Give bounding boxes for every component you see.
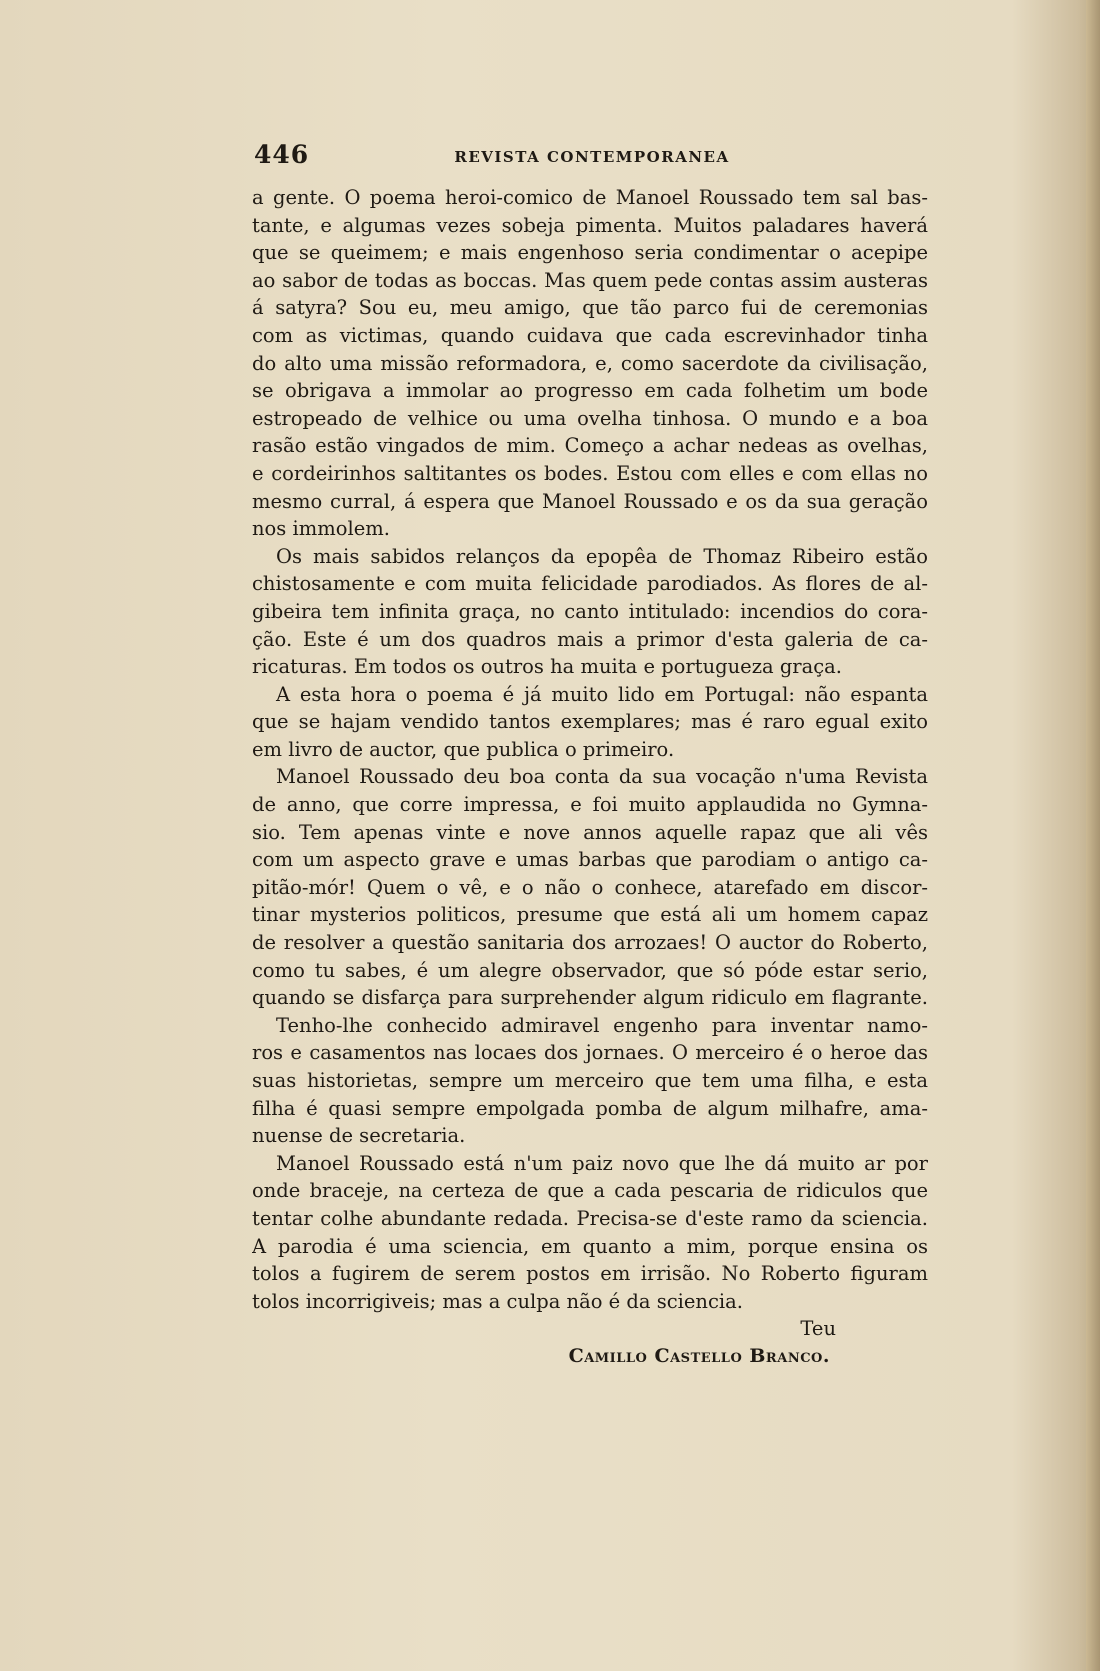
text-line: e cordeirinhos saltitantes os bodes. Estou com elles e com ellas no <box>252 461 928 485</box>
text-line: a gente. O poema heroi-comico de Manoel Roussado tem sal bas- <box>252 186 928 209</box>
text-line: ao sabor de todas as boccas. Mas quem pede contas assim austeras <box>252 268 928 292</box>
text-line: Tenho-lhe conhecido admiravel engenho para inventar namo- <box>276 1013 928 1037</box>
page-edge <box>1086 0 1100 1671</box>
text-line: que se queimem; e mais engenhoso seria condimentar o acepipe <box>252 241 928 265</box>
text-line: filha é quasi sempre empolgada pomba de algum milhafre, ama- <box>252 1096 928 1120</box>
page-number: 446 <box>254 140 310 169</box>
text-line: estropeado de velhice ou uma ovelha tinhosa. O mundo e a boa <box>252 406 928 430</box>
text-line: quando se disfarça para surprehender algum ridiculo em flagrante. <box>252 986 928 1010</box>
text-line: mesmo curral, á espera que Manoel Roussado e os da sua geração <box>252 489 928 513</box>
text-line: de resolver a questão sanitaria dos arrozaes! O auctor do Roberto, <box>252 931 928 955</box>
text-line: sio. Tem apenas vinte e nove annos aquelle rapaz que ali vês <box>252 820 928 844</box>
text-line: Manoel Roussado deu boa conta da sua vocação n'uma Revista <box>276 765 928 789</box>
text-line: com um aspecto grave e umas barbas que parodiam o antigo ca- <box>252 848 928 872</box>
text-line: rasão estão vingados de mim. Começo a achar nedeas as ovelhas, <box>252 434 928 458</box>
text-line: tolos incorrigiveis; mas a culpa não é da sciencia. <box>252 1289 743 1313</box>
journal-title: REVISTA CONTEMPORANEA <box>454 148 730 166</box>
text-line: Os mais sabidos relanços da epopêa de Thomaz Ribeiro estão <box>276 544 928 568</box>
text-line: tante, e algumas vezes sobeja pimenta. Muitos paladares haverá <box>252 213 928 237</box>
article-body <box>252 184 928 1371</box>
text-line: chistosamente e com muita felicidade parodiados. As flores de al- <box>252 572 928 596</box>
text-line: nuense de secretaria. <box>252 1124 466 1148</box>
text-line: nos immolem. <box>252 517 390 541</box>
text-line: como tu sabes, é um alegre observador, que só póde estar serio, <box>252 958 928 982</box>
text-line: ção. Este é um dos quadros mais a primor d'esta galeria de ca- <box>252 627 928 651</box>
text-line: gibeira tem infinita graça, no canto intitulado: incendios do cora- <box>252 599 928 623</box>
text-line: A parodia é uma sciencia, em quanto a mim, porque ensina os <box>252 1234 928 1258</box>
text-line: A esta hora o poema é já muito lido em Portugal: não espanta <box>276 682 928 706</box>
running-head <box>254 140 930 174</box>
text-line: com as victimas, quando cuidava que cada escrevinhador tinha <box>252 323 928 347</box>
signature: Camillo Castello Branco. <box>568 1344 830 1367</box>
text-line: tentar colhe abundante redada. Precisa-se d'este ramo da sciencia. <box>252 1206 928 1230</box>
text-line: onde braceje, na certeza de que a cada pescaria de ridiculos que <box>252 1179 928 1203</box>
text-line: tolos a fugirem de serem postos em irrisão. No Roberto figuram <box>252 1262 928 1286</box>
text-line: de anno, que corre impressa, e foi muito applaudida no Gymna- <box>252 793 928 817</box>
text-line: ros e casamentos nas locaes dos jornaes. O merceiro é o heroe das <box>252 1041 928 1065</box>
text-line: que se hajam vendido tantos exemplares; mas é raro egual exito <box>252 710 928 734</box>
text-line: se obrigava a immolar ao progresso em cada folhetim um bode <box>252 379 928 403</box>
text-line: em livro de auctor, que publica o primeiro. <box>252 737 675 761</box>
text-line: pitão-mór! Quem o vê, e o não o conhece, atarefado em discor- <box>252 875 928 899</box>
text-line: Manoel Roussado está n'um paiz novo que lhe dá muito ar por <box>276 1151 928 1175</box>
text-line: á satyra? Sou eu, meu amigo, que tão parco fui de ceremonias <box>252 296 928 320</box>
closing: Teu <box>800 1317 836 1341</box>
text-line: ricaturas. Em todos os outros ha muita e portugueza graça. <box>252 655 842 679</box>
text-line: do alto uma missão reformadora, e, como sacerdote da civilisação, <box>252 351 928 375</box>
text-line: tinar mysterios politicos, presume que está ali um homem capaz <box>252 903 928 927</box>
text-line: suas historietas, sempre um merceiro que tem uma filha, e esta <box>252 1069 928 1092</box>
